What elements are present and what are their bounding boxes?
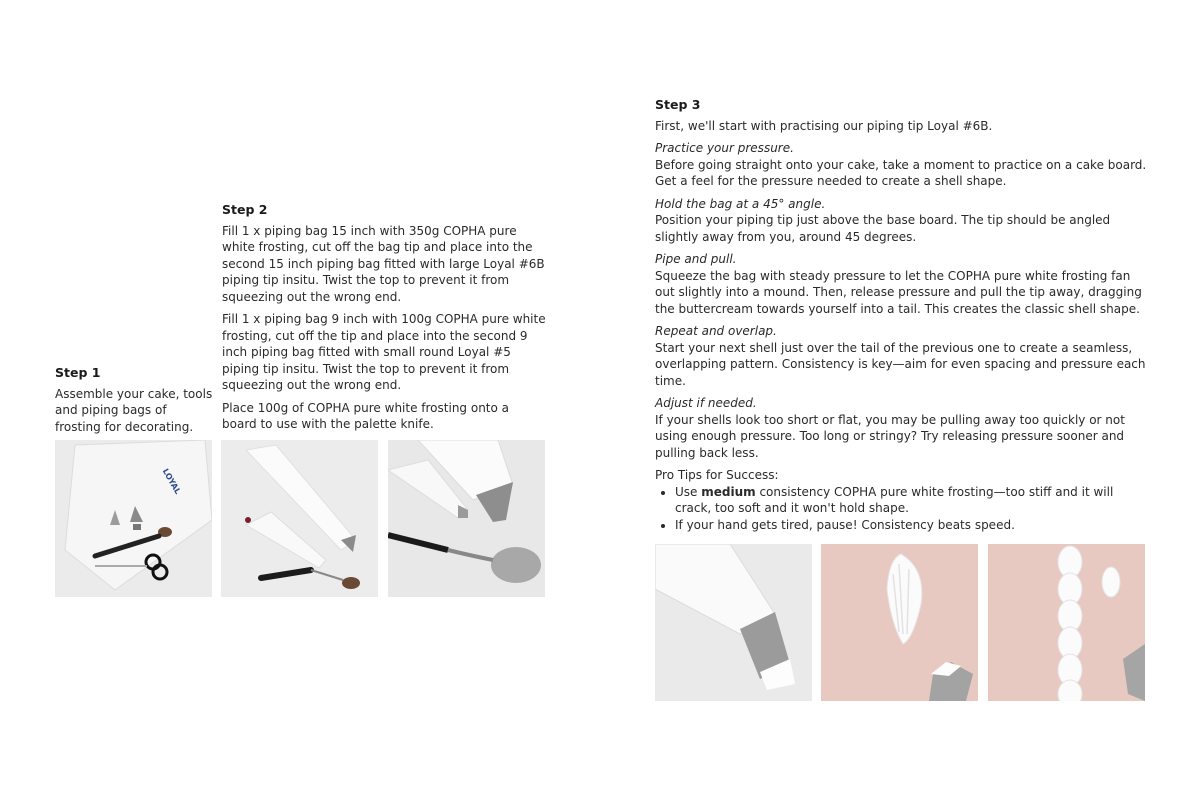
step3-section-angle [655, 196, 1147, 246]
tip-bold-text: medium [701, 484, 756, 499]
section-title: Pipe and pull. [655, 252, 737, 266]
step3-shell-border-photo [988, 544, 1145, 701]
tip-item-2: • If your hand gets tired, pause! Consistency beats speed. [675, 517, 1147, 534]
section-title: Repeat and overlap. [655, 324, 777, 338]
step3-single-shell-photo [821, 544, 978, 701]
section-text: Before going straight onto your cake, take a moment to practice on a cake board. Get a feel for the pressure needed to create a shell shape. [655, 157, 1147, 188]
step3-section-adjust [655, 395, 1147, 461]
step3-section-practice [655, 140, 1147, 190]
tips-list [655, 484, 1147, 534]
loyal-brand-text: LOYAL [160, 467, 183, 496]
step1-column [55, 365, 215, 441]
tip-text: Use [675, 484, 702, 499]
tip-item-1 [675, 484, 1147, 517]
step2-piping-bags-photo [221, 440, 378, 597]
step3-column [655, 97, 1147, 533]
step2-heading: Step 2 [222, 202, 268, 217]
section-title: Practice your pressure. [655, 141, 794, 155]
step2-column [222, 202, 547, 439]
step3-intro: First, we'll start with practising our piping tip Loyal #6B. [655, 118, 993, 133]
step1-text: Assemble your cake, tools and piping bags of frosting for decorating. [55, 386, 213, 434]
step3-section-repeat [655, 323, 1147, 389]
tips-heading: Pro Tips for Success: [655, 468, 779, 482]
step3-tip-closeup-photo [655, 544, 812, 701]
section-text: Position your piping tip just above the base board. The tip should be angled slightly away from you, around 45 degrees. [655, 213, 1111, 244]
step1-heading: Step 1 [55, 365, 101, 380]
step2-paragraph-2: Fill 1 x piping bag 9 inch with 100g COPHA pure white frosting, cut off the tip and place into the second 9 inch piping bag fitted with small round Loyal #5 piping tip insitu. Twist the top to prevent it from squeezing out the wrong end. [222, 312, 546, 392]
step2-tips-closeup-photo [388, 440, 545, 597]
section-text: If your shells look too short or flat, you may be pulling away too quickly or not using enough pressure. Too long or stringy? Try releasing pressure sooner and pulling back less. [655, 412, 1125, 460]
step3-section-pipe [655, 251, 1147, 317]
step2-paragraph-3: Place 100g of COPHA pure white frosting onto a board to use with the palette knife. [222, 400, 510, 431]
step2-paragraph-1: Fill 1 x piping bag 15 inch with 350g COPHA pure white frosting, cut off the bag tip and place into the second 15 inch piping bag fitted with large Loyal #6B piping tip insitu. Twist the top to prevent it from squeezing out the wrong end. [222, 223, 545, 304]
section-title: Adjust if needed. [655, 396, 757, 410]
section-title: Hold the bag at a 45° angle. [655, 196, 826, 211]
step1-tools-photo [55, 440, 212, 597]
step3-heading: Step 3 [655, 97, 701, 112]
section-text: Squeeze the bag with steady pressure to let the COPHA pure white frosting fan out slightly into a mound. Then, release pressure and pull the tip away, dragging the buttercream towards yourself into a tail. This creates the classic shell shape. [655, 268, 1142, 316]
tip-text: consistency COPHA pure white frosting—too stiff and it will crack, too soft and it won't hold shape. [675, 484, 1114, 515]
section-text: Start your next shell just over the tail of the previous one to create a seamless, overlapping pattern. Consistency is key—aim for even spacing and pressure each time. [655, 340, 1146, 388]
